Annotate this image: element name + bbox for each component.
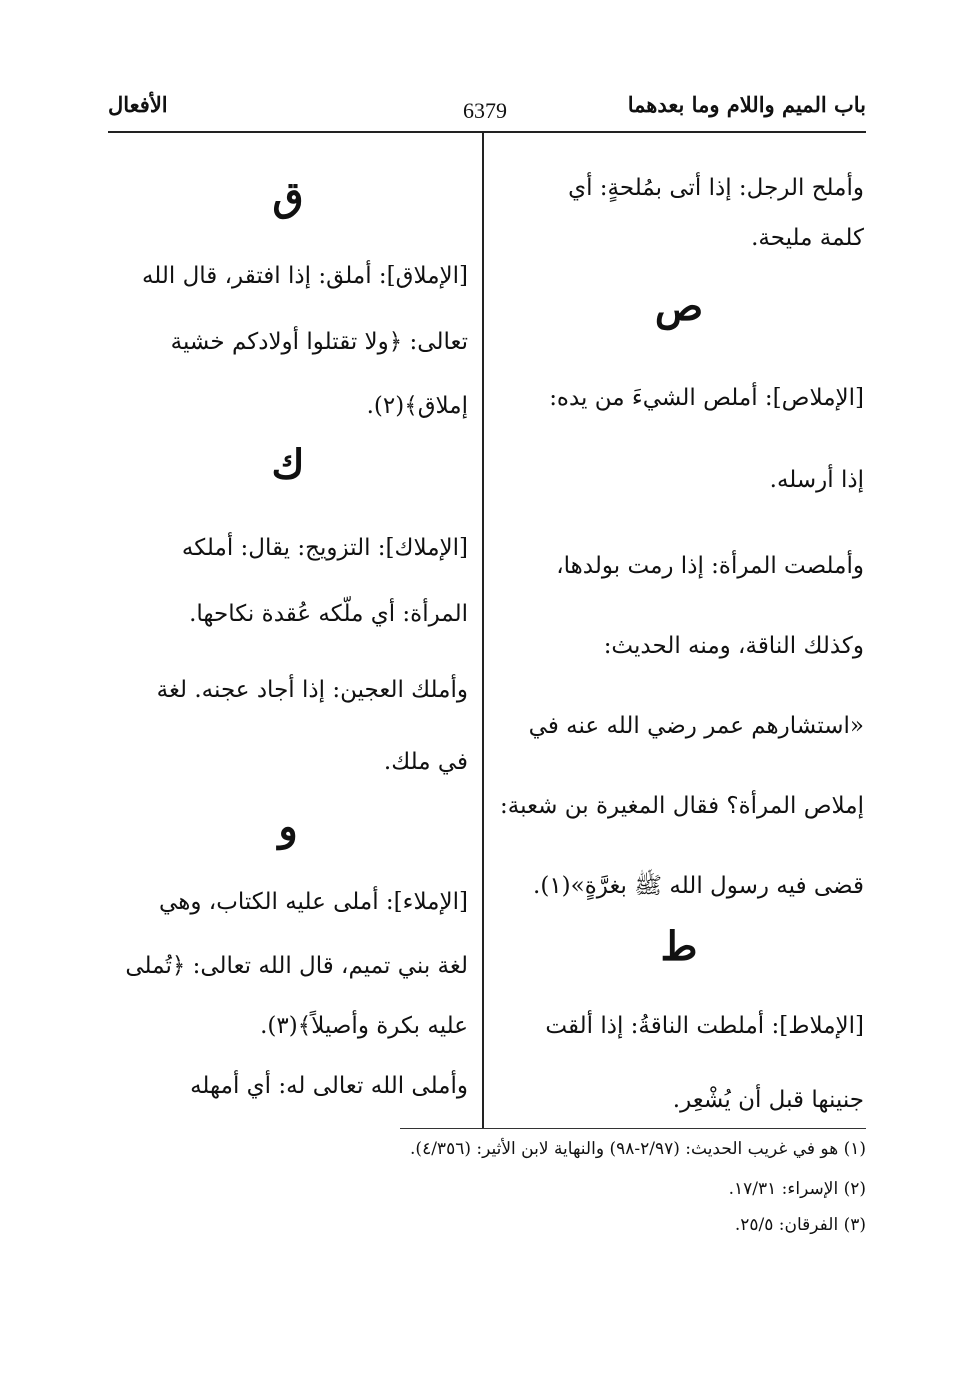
- header-rule: [108, 131, 866, 133]
- entry-line: إذا أرسله.: [769, 467, 864, 493]
- footnote-2: (٢) الإسراء: ١٧/٣١.: [728, 1179, 866, 1199]
- entry-line: [الإملاق]: أملق: إذا افتقر، قال الله: [141, 263, 468, 289]
- entry-line: [الإملاء]: أملى عليه الكتاب، وهي: [159, 889, 468, 915]
- entry-line: قضى فيه رسول الله ﷺ بغرَّةٍ»(١).: [533, 873, 864, 899]
- entry-line: إملاق﴾(٢).: [366, 393, 468, 419]
- section-title: الأفعال: [108, 92, 168, 117]
- column-divider: [482, 133, 484, 1128]
- footnote-1: (١) هو في غريب الحديث: (٢/٩٧-٩٨) والنهاية لابن الأثير: (٤/٣٥٦).: [410, 1139, 866, 1159]
- entry-line: في ملك.: [383, 749, 468, 775]
- section-letter-waw: و: [278, 803, 298, 850]
- entry-line: تعالى: ﴿ولا تقتلوا أولادكم خشية: [170, 329, 468, 355]
- entry-line: المرأة: أي ملّكه عُقدة نكاحها.: [189, 601, 468, 627]
- entry-line: وأملصت المرأة: إذا رمت بولدها،: [556, 553, 864, 579]
- footnote-3: (٣) الفرقان: ٢٥/٥.: [734, 1215, 866, 1235]
- entry-line: [الإملاص]: أملص الشيءَ من يده:: [549, 385, 864, 411]
- entry-line: [الإملاط]: أملطت الناقةُ: إذا ألقت: [545, 1013, 864, 1039]
- entry-line: لغة بني تميم، قال الله تعالى: ﴿تُملى: [125, 953, 468, 979]
- chapter-title: باب الميم واللام وما بعدهما: [627, 92, 866, 117]
- section-letter-ta: ط: [660, 923, 698, 970]
- entry-line: جنينها قبل أن يُشْعِر.: [672, 1087, 864, 1113]
- entry-line: وأملى الله تعالى له: أي أمهله: [190, 1073, 468, 1099]
- entry-line: كلمة مليحة.: [751, 225, 864, 251]
- entry-line: «استشارهم عمر رضي الله عنه في: [528, 713, 864, 739]
- page-header: [108, 92, 866, 132]
- section-letter-kaf: ك: [271, 441, 305, 488]
- section-letter-qaf: ق: [272, 173, 304, 220]
- entry-line: وأملح الرجل: إذا أتى بمُلحةٍ: أي: [568, 175, 864, 201]
- entry-line: عليه بكرة وأصيلاً﴾(٣).: [260, 1013, 468, 1039]
- page-number: 6379: [463, 98, 507, 123]
- footnote-rule: [400, 1128, 866, 1129]
- section-letter-sad: ص: [654, 283, 704, 330]
- entry-line: إملاص المرأة؟ فقال المغيرة بن شعبة:: [500, 793, 864, 819]
- entry-line: [الإملاك]: التزويج: يقال: أملكه: [181, 535, 468, 561]
- entry-line: وكذلك الناقة، ومنه الحديث:: [603, 633, 864, 659]
- entry-line: وأملك العجين: إذا أجاد عجنه. لغة: [156, 677, 468, 703]
